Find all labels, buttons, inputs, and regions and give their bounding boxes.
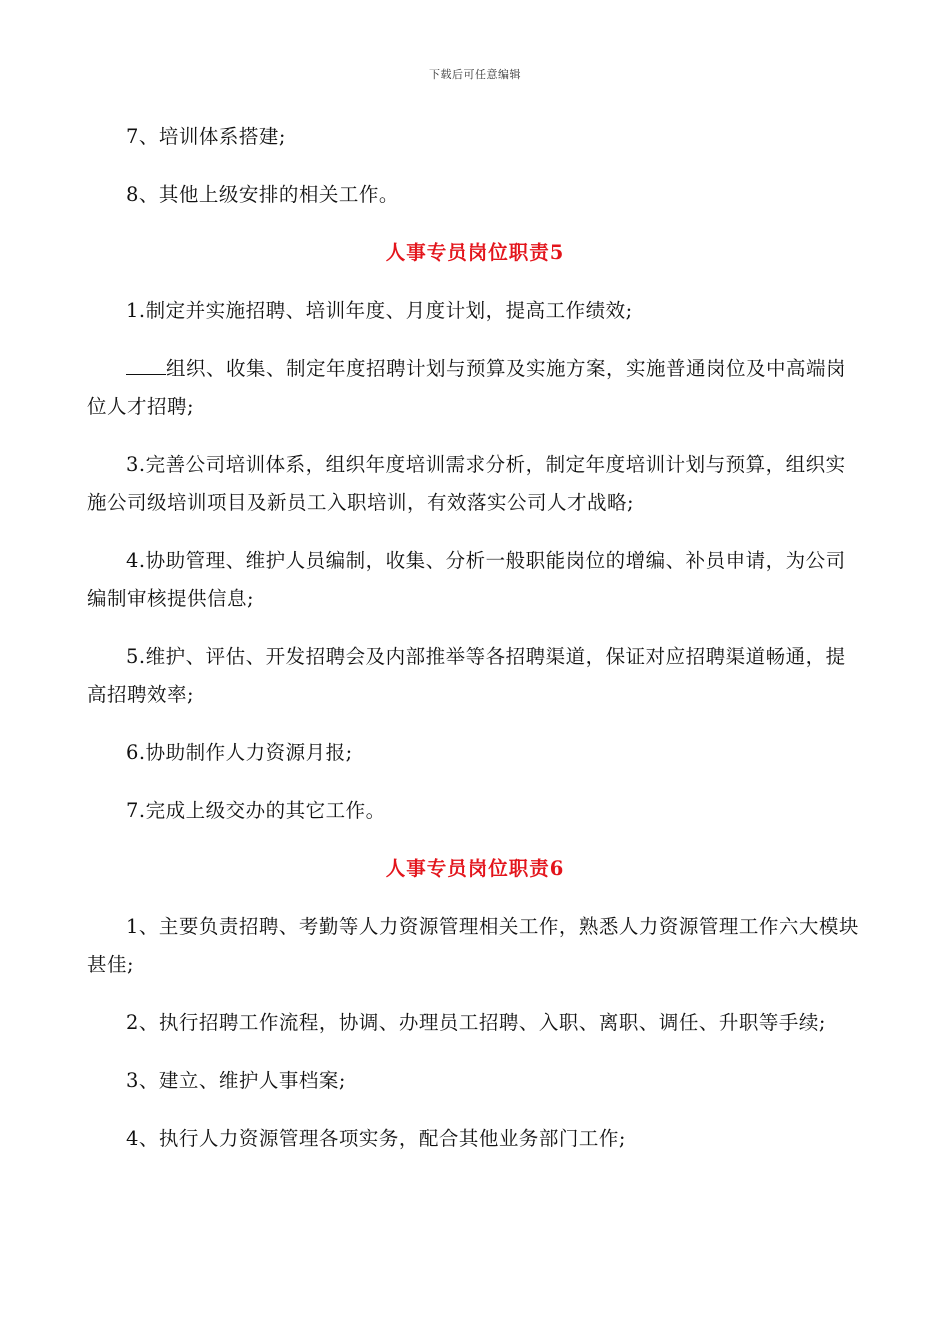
list-item: 8、其他上级安排的相关工作。: [126, 183, 399, 206]
list-item: 4、执行人力资源管理各项实务，配合其他业务部门工作;: [126, 1127, 626, 1150]
list-item: 1.制定并实施招聘、培训年度、月度计划，提高工作绩效;: [126, 299, 633, 322]
section-heading-5: 人事专员岗位职责5: [385, 241, 565, 264]
blank-underline: [126, 352, 166, 375]
list-item: 1、主要负责招聘、考勤等人力资源管理相关工作，熟悉人力资源管理工作六大模块甚佳;: [87, 915, 859, 976]
section-heading-6: 人事专员岗位职责6: [385, 857, 565, 880]
list-item: [87, 350, 863, 426]
list-item: 2、执行招聘工作流程，协调、办理员工招聘、入职、离职、调任、升职等手续;: [126, 1011, 826, 1034]
document-body: [87, 118, 863, 1178]
list-item: 6.协助制作人力资源月报;: [126, 741, 353, 764]
list-item: 4.协助管理、维护人员编制，收集、分析一般职能岗位的增编、补员申请，为公司编制审核提供信息;: [87, 549, 846, 610]
list-item: 3、建立、维护人事档案;: [126, 1069, 346, 1092]
header-note: 下载后可任意编辑: [429, 68, 521, 81]
list-item: 7.完成上级交办的其它工作。: [126, 799, 386, 822]
list-item-text: 组织、收集、制定年度招聘计划与预算及实施方案，实施普通岗位及中高端岗位人才招聘;: [87, 357, 847, 418]
list-item: 3.完善公司培训体系，组织年度培训需求分析，制定年度培训计划与预算，组织实施公司级培训项目及新员工入职培训，有效落实公司人才战略;: [87, 453, 846, 514]
list-item: 5.维护、评估、开发招聘会及内部推举等各招聘渠道，保证对应招聘渠道畅通，提高招聘效率;: [87, 645, 846, 706]
list-item: 7、培训体系搭建;: [126, 125, 286, 148]
